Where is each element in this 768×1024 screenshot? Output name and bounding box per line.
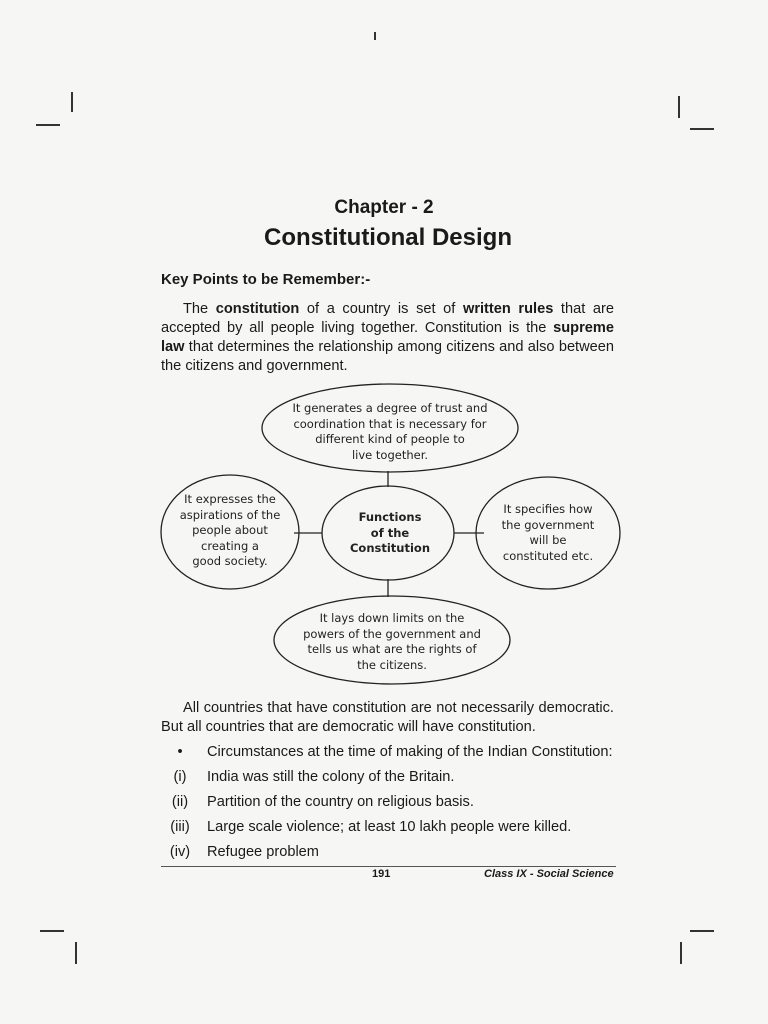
diagram-center-text: Functions of the Constitution — [349, 510, 431, 555]
list-marker: (iii) — [170, 819, 190, 835]
intro-paragraph: The constitution of a country is set of written rules that are accepted by all people living together. Constitution is the supreme law that determines the relationship among citizens and also between the citizens and government. — [161, 301, 614, 374]
bullet-marker: • — [177, 744, 183, 760]
key-points-heading: Key Points to be Remember:- — [161, 271, 371, 288]
list-marker: (ii) — [171, 794, 189, 810]
list-item — [161, 744, 621, 764]
list-item-text: Refugee problem — [207, 844, 319, 860]
list-item-text: Large scale violence; at least 10 lakh people were killed. — [207, 819, 572, 835]
list-item — [161, 844, 621, 864]
list-item-text: India was still the colony of the Britain. — [207, 769, 455, 785]
list-item — [161, 769, 621, 789]
book-title: Class IX - Social Science — [484, 868, 614, 880]
diagram-top-text: It generates a degree of trust and coordination that is necessary for different kind of people to live together. — [292, 401, 488, 462]
list-item-text: Partition of the country on religious basis. — [207, 794, 474, 810]
list-item-text: Circumstances at the time of making of the Indian Constitution: — [207, 744, 613, 760]
list-item — [161, 794, 621, 814]
list-item — [161, 819, 621, 839]
list-marker: (iv) — [169, 844, 191, 860]
diagram-left-text: It expresses the aspirations of the people about creating a good society. — [179, 492, 281, 568]
diagram-bottom-text: It lays down limits on the powers of the government and tells us what are the rights of the citizens. — [303, 611, 481, 672]
list-marker: (i) — [173, 769, 187, 785]
page-number: 191 — [372, 868, 391, 880]
chapter-number: Chapter - 2 — [334, 197, 434, 218]
footer-divider — [161, 866, 616, 867]
chapter-title: Constitutional Design — [264, 224, 512, 251]
diagram-right-text: It specifies how the government will be constituted etc. — [501, 502, 595, 563]
democracy-paragraph: All countries that have constitution are not necessarily democratic. But all countries that are democratic will have constitution. — [161, 700, 614, 735]
